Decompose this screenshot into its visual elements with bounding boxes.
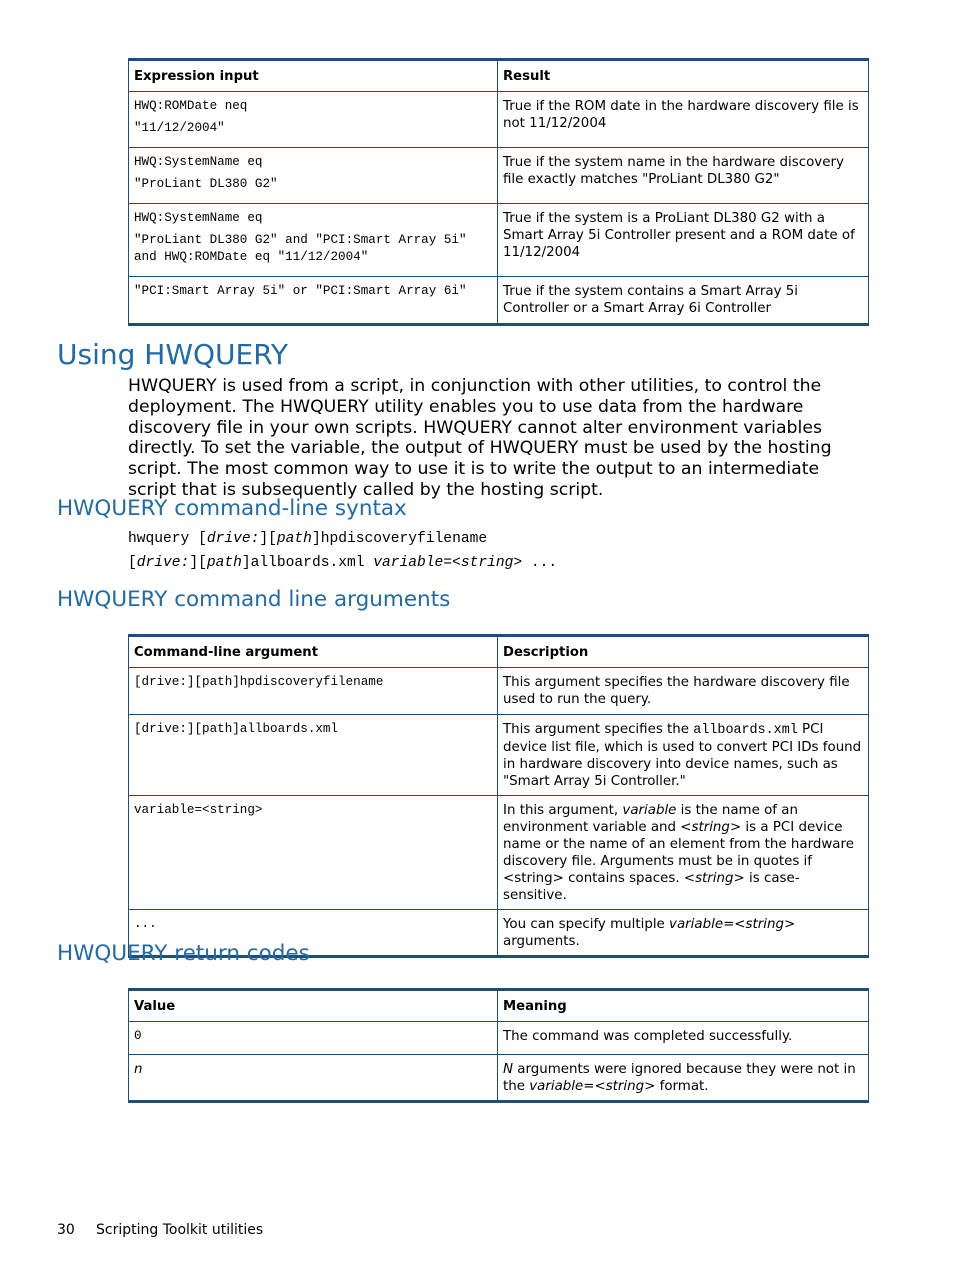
expression-line: "PCI:Smart Array 5i" or "PCI:Smart Array 6i"	[134, 284, 467, 298]
syntax-bracket: ]	[259, 531, 269, 547]
description-text: You can specify multiple	[503, 917, 670, 932]
result-cell: True if the system contains a Smart Array 5i Controller or a Smart Array 6i Controller	[498, 277, 869, 325]
syntax-line	[128, 555, 557, 571]
description-text: This argument specifies the	[503, 722, 694, 737]
expression-cell	[129, 92, 498, 148]
column-header: Command-line argument	[129, 636, 498, 668]
table-row	[129, 796, 869, 910]
result-cell: True if the ROM date in the hardware discovery file is not 11/12/2004	[498, 92, 869, 148]
syntax-bracket: ]	[311, 531, 321, 547]
syntax-ellipsis: ...	[522, 555, 558, 571]
argument-cell: variable=<string>	[129, 796, 498, 910]
description-italic: string	[695, 871, 734, 886]
table-row	[129, 1055, 869, 1102]
expression-cell	[129, 277, 498, 325]
syntax-file: allboards.xml	[250, 555, 374, 571]
meaning-italic: variable=<string>	[529, 1079, 656, 1094]
expression-line: "ProLiant DL380 G2"	[134, 177, 278, 191]
meaning-italic: N	[503, 1062, 514, 1077]
description-cell	[498, 796, 869, 910]
table-row	[129, 92, 869, 148]
table-row	[129, 715, 869, 796]
description-text: In this argument,	[503, 803, 623, 818]
description-italic: variable	[622, 803, 677, 818]
meaning-text: format.	[655, 1079, 709, 1094]
column-header: Meaning	[498, 990, 869, 1022]
value-cell	[129, 1055, 498, 1102]
description-cell	[498, 910, 869, 957]
syntax-command: hwquery	[128, 531, 199, 547]
syntax-bracket: [	[198, 555, 207, 571]
argument-cell: [drive:][path]allboards.xml	[129, 715, 498, 796]
syntax-heading: HWQUERY command-line syntax	[57, 496, 407, 521]
syntax-bracket: ]	[241, 555, 251, 571]
syntax-bracket: ]	[189, 555, 199, 571]
description-text: PCI device list file, which is used to convert PCI IDs found in hardware discovery into device names, such as "Smart Array 5i Controller."	[503, 722, 862, 789]
arguments-table	[128, 634, 869, 958]
expression-cell	[129, 148, 498, 204]
description-italic: variable=<string>	[669, 917, 796, 932]
argument-cell: [drive:][path]hpdiscoveryfilename	[129, 668, 498, 715]
expression-table	[128, 58, 869, 326]
table-header-row	[129, 636, 869, 668]
description-cell	[498, 715, 869, 796]
expression-cell	[129, 204, 498, 277]
description-text: > is a PCI device name or the name of an element from the hardware discovery file. Arguments must be in quotes if <string> contains spaces. <	[503, 820, 854, 886]
column-header: Value	[129, 990, 498, 1022]
table-row	[129, 204, 869, 277]
syntax-bracket: [	[128, 555, 137, 571]
meaning-cell: The command was completed successfully.	[498, 1022, 869, 1055]
syntax-drive: drive:	[136, 555, 190, 571]
syntax-line	[128, 531, 487, 547]
arguments-heading: HWQUERY command line arguments	[57, 587, 451, 612]
description-text: is the name of an environment variable and <	[503, 803, 798, 835]
expression-line: "ProLiant DL380 G2" and "PCI:Smart Array 5i" and HWQ:ROMDate eq "11/12/2004"	[134, 233, 467, 264]
syntax-variable: variable=<string>	[373, 555, 523, 571]
result-cell: True if the system name in the hardware discovery file exactly matches "ProLiant DL380 G2"	[498, 148, 869, 204]
page-footer	[57, 1222, 263, 1238]
syntax-file: hpdiscoveryfilename	[320, 531, 488, 547]
description-text: > is case-sensitive.	[503, 871, 800, 903]
footer-title: Scripting Toolkit utilities	[96, 1222, 264, 1238]
page-number: 30	[57, 1222, 75, 1238]
result-cell: True if the system is a ProLiant DL380 G2 with a Smart Array 5i Controller present and a ROM date of 11/12/2004	[498, 204, 869, 277]
expression-line: HWQ:SystemName eq	[134, 155, 263, 169]
return-codes-heading: HWQUERY return codes	[57, 941, 310, 966]
value-cell: 0	[129, 1022, 498, 1055]
syntax-bracket: [	[198, 531, 207, 547]
syntax-bracket: [	[268, 531, 277, 547]
table-header-row	[129, 60, 869, 92]
column-header: Result	[498, 60, 869, 92]
intro-paragraph: HWQUERY is used from a script, in conjunction with other utilities, to control the deployment. The HWQUERY utility enables you to use data from the hardware discovery file in your own scripts. HWQUERY cannot alter environment variables directly. To set the variable, the output of HWQUERY must be used by the hosting script. The most common way to use it is to write the output to an intermediate script that is subsequently called by the hosting script.	[128, 376, 832, 500]
syntax-path: path	[206, 555, 242, 571]
expression-line: HWQ:ROMDate neq	[134, 99, 248, 113]
argument-cell: ...	[129, 910, 498, 957]
column-header: Description	[498, 636, 869, 668]
description-italic: string	[691, 820, 730, 835]
syntax-drive: drive:	[206, 531, 260, 547]
return-codes-table	[128, 988, 869, 1103]
description-cell: This argument specifies the hardware discovery file used to run the query.	[498, 668, 869, 715]
meaning-cell	[498, 1055, 869, 1102]
expression-line: "11/12/2004"	[134, 121, 225, 135]
column-header: Expression input	[129, 60, 498, 92]
meaning-text: arguments were ignored because they were not in the	[503, 1062, 856, 1094]
table-header-row	[129, 990, 869, 1022]
table-row	[129, 277, 869, 325]
syntax-path: path	[276, 531, 312, 547]
section-title: Using HWQUERY	[57, 338, 289, 371]
table-row	[129, 668, 869, 715]
table-row	[129, 148, 869, 204]
description-code: allboards.xml	[693, 723, 798, 738]
table-row	[129, 1022, 869, 1055]
description-text: arguments.	[503, 934, 580, 949]
value-italic: n	[134, 1062, 143, 1077]
expression-line: HWQ:SystemName eq	[134, 211, 263, 225]
